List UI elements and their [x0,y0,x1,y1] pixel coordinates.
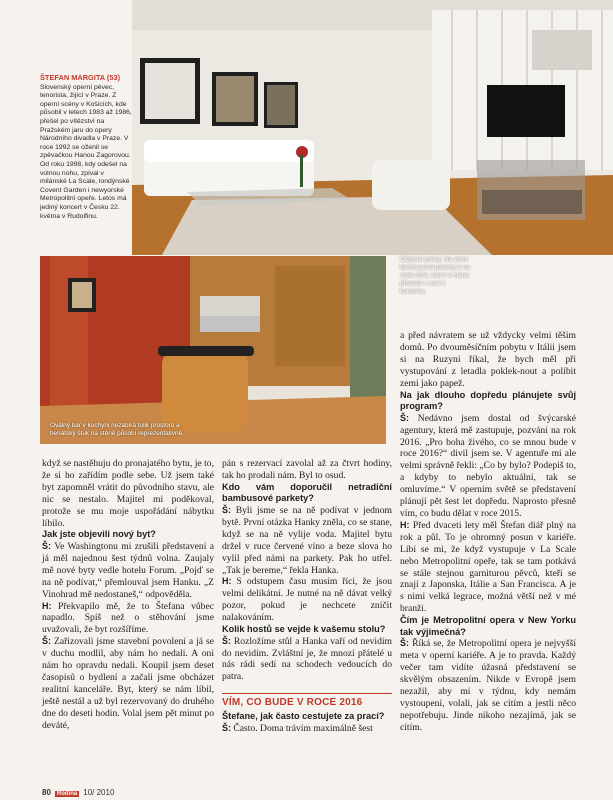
answer-text: Ve Washingtonu mi zrušili představení a já měl najednou šest týdnů volna. Zaujaly mě nové byty vedle hotelu Forum. „Pojď se na ně podívat,“ přemlouval jsem Hanku. „Z Vinohrad mě nedostaneš,“ odpověděla. [42,541,214,600]
interview-question: Kolik hostů se vejde k vašemu stolu? [222,624,386,635]
interview-question: Kdo vám doporučil netradiční bambusové parkety? [222,481,392,504]
speaker-initial: Š: [42,636,51,647]
interview-answer [42,636,214,731]
speaker-initial: Š: [222,635,231,646]
text-column-2 [222,458,392,735]
interview-answer [42,541,214,601]
text-column-1 [42,458,214,732]
living-room-caption: Obývací pokoj. Na zemi bambusové parkety a na stole růže, které si Hana přivezla v noci z koncertu. [400,256,470,295]
answer-text: Překvapilo mě, že to Štefana vůbec napadlo. Spíš než o stěhování jsme uvažovali, že byt rozšíříme. [42,600,214,636]
interview-answer [222,636,392,684]
interview-answer [222,505,392,576]
interview-question: Štefane, jak často cestujete za prací? [222,711,385,722]
interview-answer [400,520,576,615]
bio-box [40,74,132,221]
paragraph: pán s rezervací zavolal až za čtvrt hodiny, tak ho prodali nám. Byl to osud. [222,458,392,481]
issue-number: 10/ 2010 [83,788,115,797]
bio-text: Slovenský operní pěvec, tenorista, žijící v Praze. Z operní scény v Košicích, kde působil v letech 1983 až 1986, přešel po vítězství na Pražském jaru do opery Národního divadla v Praze. V roce 1992 se oženil se zpěvačkou Hanou Zagorovou. Od roku 1998, kdy odešel na volnou nohu, zpíval v milánské La Scale, londýnské Covent Garden i newyorské Metropolitní opeře. Letos má jediný koncert v Česku 22. května v Rudolfinu. [40,83,132,220]
interview-answer [400,638,576,733]
speaker-initial: Š: [400,638,409,649]
answer-text: Nedávno jsem dostal od švýcarské agentury, která mě zastupuje, pozvání na rok 2016. „Pro boha živého, co se mnou bude v roce 2016?“ divil jsem se. V agentuře mi ale velmi správně řekli: „Co by bylo? Podepiš to, a kdyby to nebylo aktuální, tak se omluvíme.“ V operním světě se představení plánují pět šest let dopředu. Naprosto přesně vím, co budu dělat v roce 2015. [400,412,576,519]
answer-text: Říká se, že Metropolitní opera je nejvyšší meta v operní kariéře. A je to pravda. Každý večer tam vidíte úžasná představení se skvělým obsazením. Nikde v Evropě jsem nezažil, aby mi v týdnu, kdy nemám vystoupení, volali, jak se cítím a jestli něco nepotřebuju. Jinde nikoho nezajímá, jak se cítím. [400,638,576,733]
speaker-initial: H: [42,600,52,611]
bio-name: ŠTEFAN MARGITA (53) [40,73,121,82]
answer-text: Před dvaceti lety měl Štefan diář plný na rok a půl. To je ohromný posun v kariéře. Líbí se mi, že když vystupuje v La Scale nebo Metropolitní opeře, tak se tam potkává se stále stejnou garniturou pěvců, kteří se znají z Japonska, Itálie a San Francisca. A je s nimi velká legrace, možná větší než v mé branži. [400,519,576,615]
speaker-initial: Š: [222,505,231,515]
interview-question: Na jak dlouho dopředu plánujete svůj program? [400,389,576,412]
speaker-initial: Š: [222,722,231,733]
living-room-photo [132,0,613,255]
paragraph: a před návratem se už vždycky velmi těším domů. Po dvouměsíčním pobytu v Itálii jsem si na Ruzyni říkal, že bych měl při vystupování z letadla poklek-nout a políbit zemi jako papež. [400,330,576,389]
speaker-initial: H: [400,519,410,530]
speaker-initial: Š: [42,541,51,552]
interview-answer [42,601,214,637]
answer-text: S odstupem času musím říci, že jsou velmi delikátní. Je nutné na ně dávat velký pozor, pokud je nechcete zničit nalakováním. [222,576,392,624]
speaker-initial: H: [222,576,232,587]
text-column-3 [400,330,576,734]
page-number: 80 [42,788,51,797]
interview-question: Jak jste objevili nový byt? [42,529,156,540]
kitchen-caption: Oválný bar v kuchyni nezabírá tolik prostoru a benátský štuk na stěně působí reprezentativně. [50,422,184,437]
paragraph: když se nastěhuju do pronajatého bytu, je to, že si ho zařídím podle sebe. Už jsem také byt zapomněl vrátit do původního stavu, ale nic se nestalo. Majitel mi poděkoval, protože se mu moje uspořádání nábytku líbilo. [42,458,214,529]
answer-text: Zařizovali jsme stavební povolení a já se v duchu modlil, aby nám ho nedali. A oni nám ho opravdu nedali. Koupil jsem deset časopisů o bydlení a začali jsme obcházet realitní kanceláře. Byt, který se nám líbil, ještě nestál a už byl rezervovaný do druhého dne do deseti hodin. Volal jsem pět minut po deváté, [42,636,214,731]
answer-text: Rozložíme stůl a Hanka vaří od nevidím do nevidím. Zvláštní je, že mnozí přátelé u nás rádi sedí na schodech vedoucích do patra. [222,635,392,683]
interview-answer [400,413,576,520]
interview-answer [222,723,392,735]
answer-text: Často. Doma trávím maximálně šest [231,722,373,734]
section-heading: VÍM, CO BUDE V ROCE 2016 [222,693,392,709]
speaker-initial: Š: [400,412,409,423]
interview-answer [222,576,392,624]
kitchen-photo [40,256,386,444]
page-footer [42,788,114,797]
magazine-brand: Rodina [56,791,78,797]
interview-question: Čím je Metropolitní opera v New Yorku tak výjimečná? [400,615,576,637]
answer-text: Byli jsme se na ně podívat v jednom bytě. První otázka Hanky zněla, co se stane, když se na ně vylije voda. Majitel bytu držel v ruce červené víno a beze slova ho vylil před námi na parkety. Pak ho utřel. „Tak je bereme,“ řekla Hanka. [222,505,392,576]
